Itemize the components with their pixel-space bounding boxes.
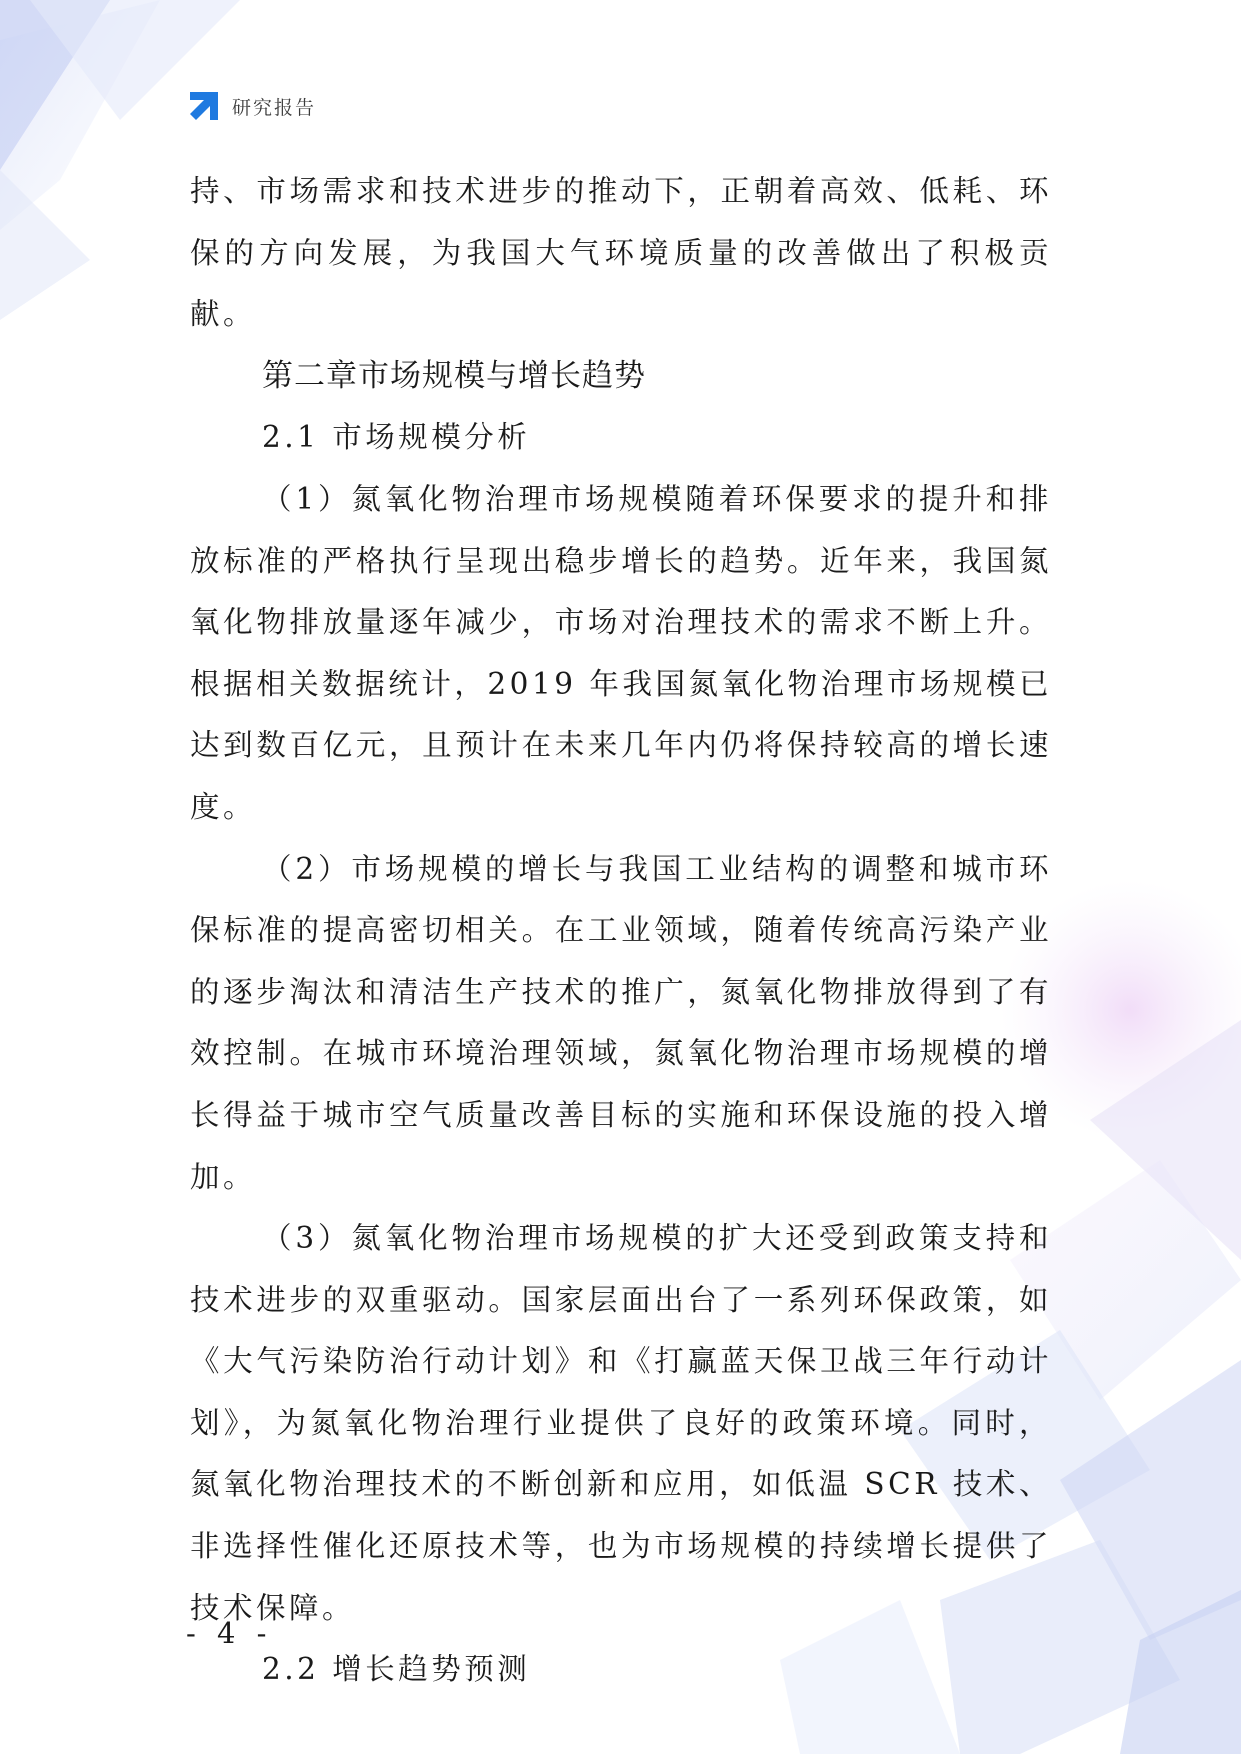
report-header bbox=[186, 88, 316, 124]
arrow-up-right-icon bbox=[186, 88, 222, 124]
section-title-2-1: 2.1 市场规模分析 bbox=[262, 420, 531, 455]
page-number: - 4 - bbox=[186, 1616, 273, 1650]
header-title: 研究报告 bbox=[232, 96, 317, 119]
paragraph-2: （2）市场规模的增长与我国工业结构的调整和城市环保标准的提高密切相关。在工业领域，随着传统高污染产业的逐步淘汰和清洁生产技术的推广，氮氧化物排放得到了有效控制。在城市环境治理领域，氮氧化物治理市场规模的增长得益于城市空气质量改善目标的实施和环保设施的投入增加。 bbox=[190, 851, 1052, 1194]
paragraph-3: （3）氮氧化物治理市场规模的扩大还受到政策支持和技术进步的双重驱动。国家层面出台了一系列环保政策，如《大气污染防治行动计划》和《打赢蓝天保卫战三年行动计划》，为氮氧化物治理行业提供了良好的政策环境。同时，氮氧化物治理技术的不断创新和应用，如低温 SCR 技术、非选择性催化还原技术等，也为市场规模的持续增长提供了技术保障。 bbox=[190, 1221, 1052, 1625]
paragraph-1: （1）氮氧化物治理市场规模随着环保要求的提升和排放标准的严格执行呈现出稳步增长的趋势。近年来，我国氮氧化物排放量逐年减少，市场对治理技术的需求不断上升。根据相关数据统计，2019 年我国氮氧化物治理市场规模已达到数百亿元，且预计在未来几年内仍将保持较高的增长速度。 bbox=[190, 481, 1052, 824]
document-body bbox=[190, 161, 1052, 1701]
section-title-2-2: 2.2 增长趋势预测 bbox=[262, 1652, 531, 1687]
intro-paragraph: 持、市场需求和技术进步的推动下，正朝着高效、低耗、环保的方向发展，为我国大气环境质量的改善做出了积极贡献。 bbox=[190, 174, 1052, 332]
chapter-title: 第二章市场规模与增长趋势 bbox=[262, 357, 646, 394]
